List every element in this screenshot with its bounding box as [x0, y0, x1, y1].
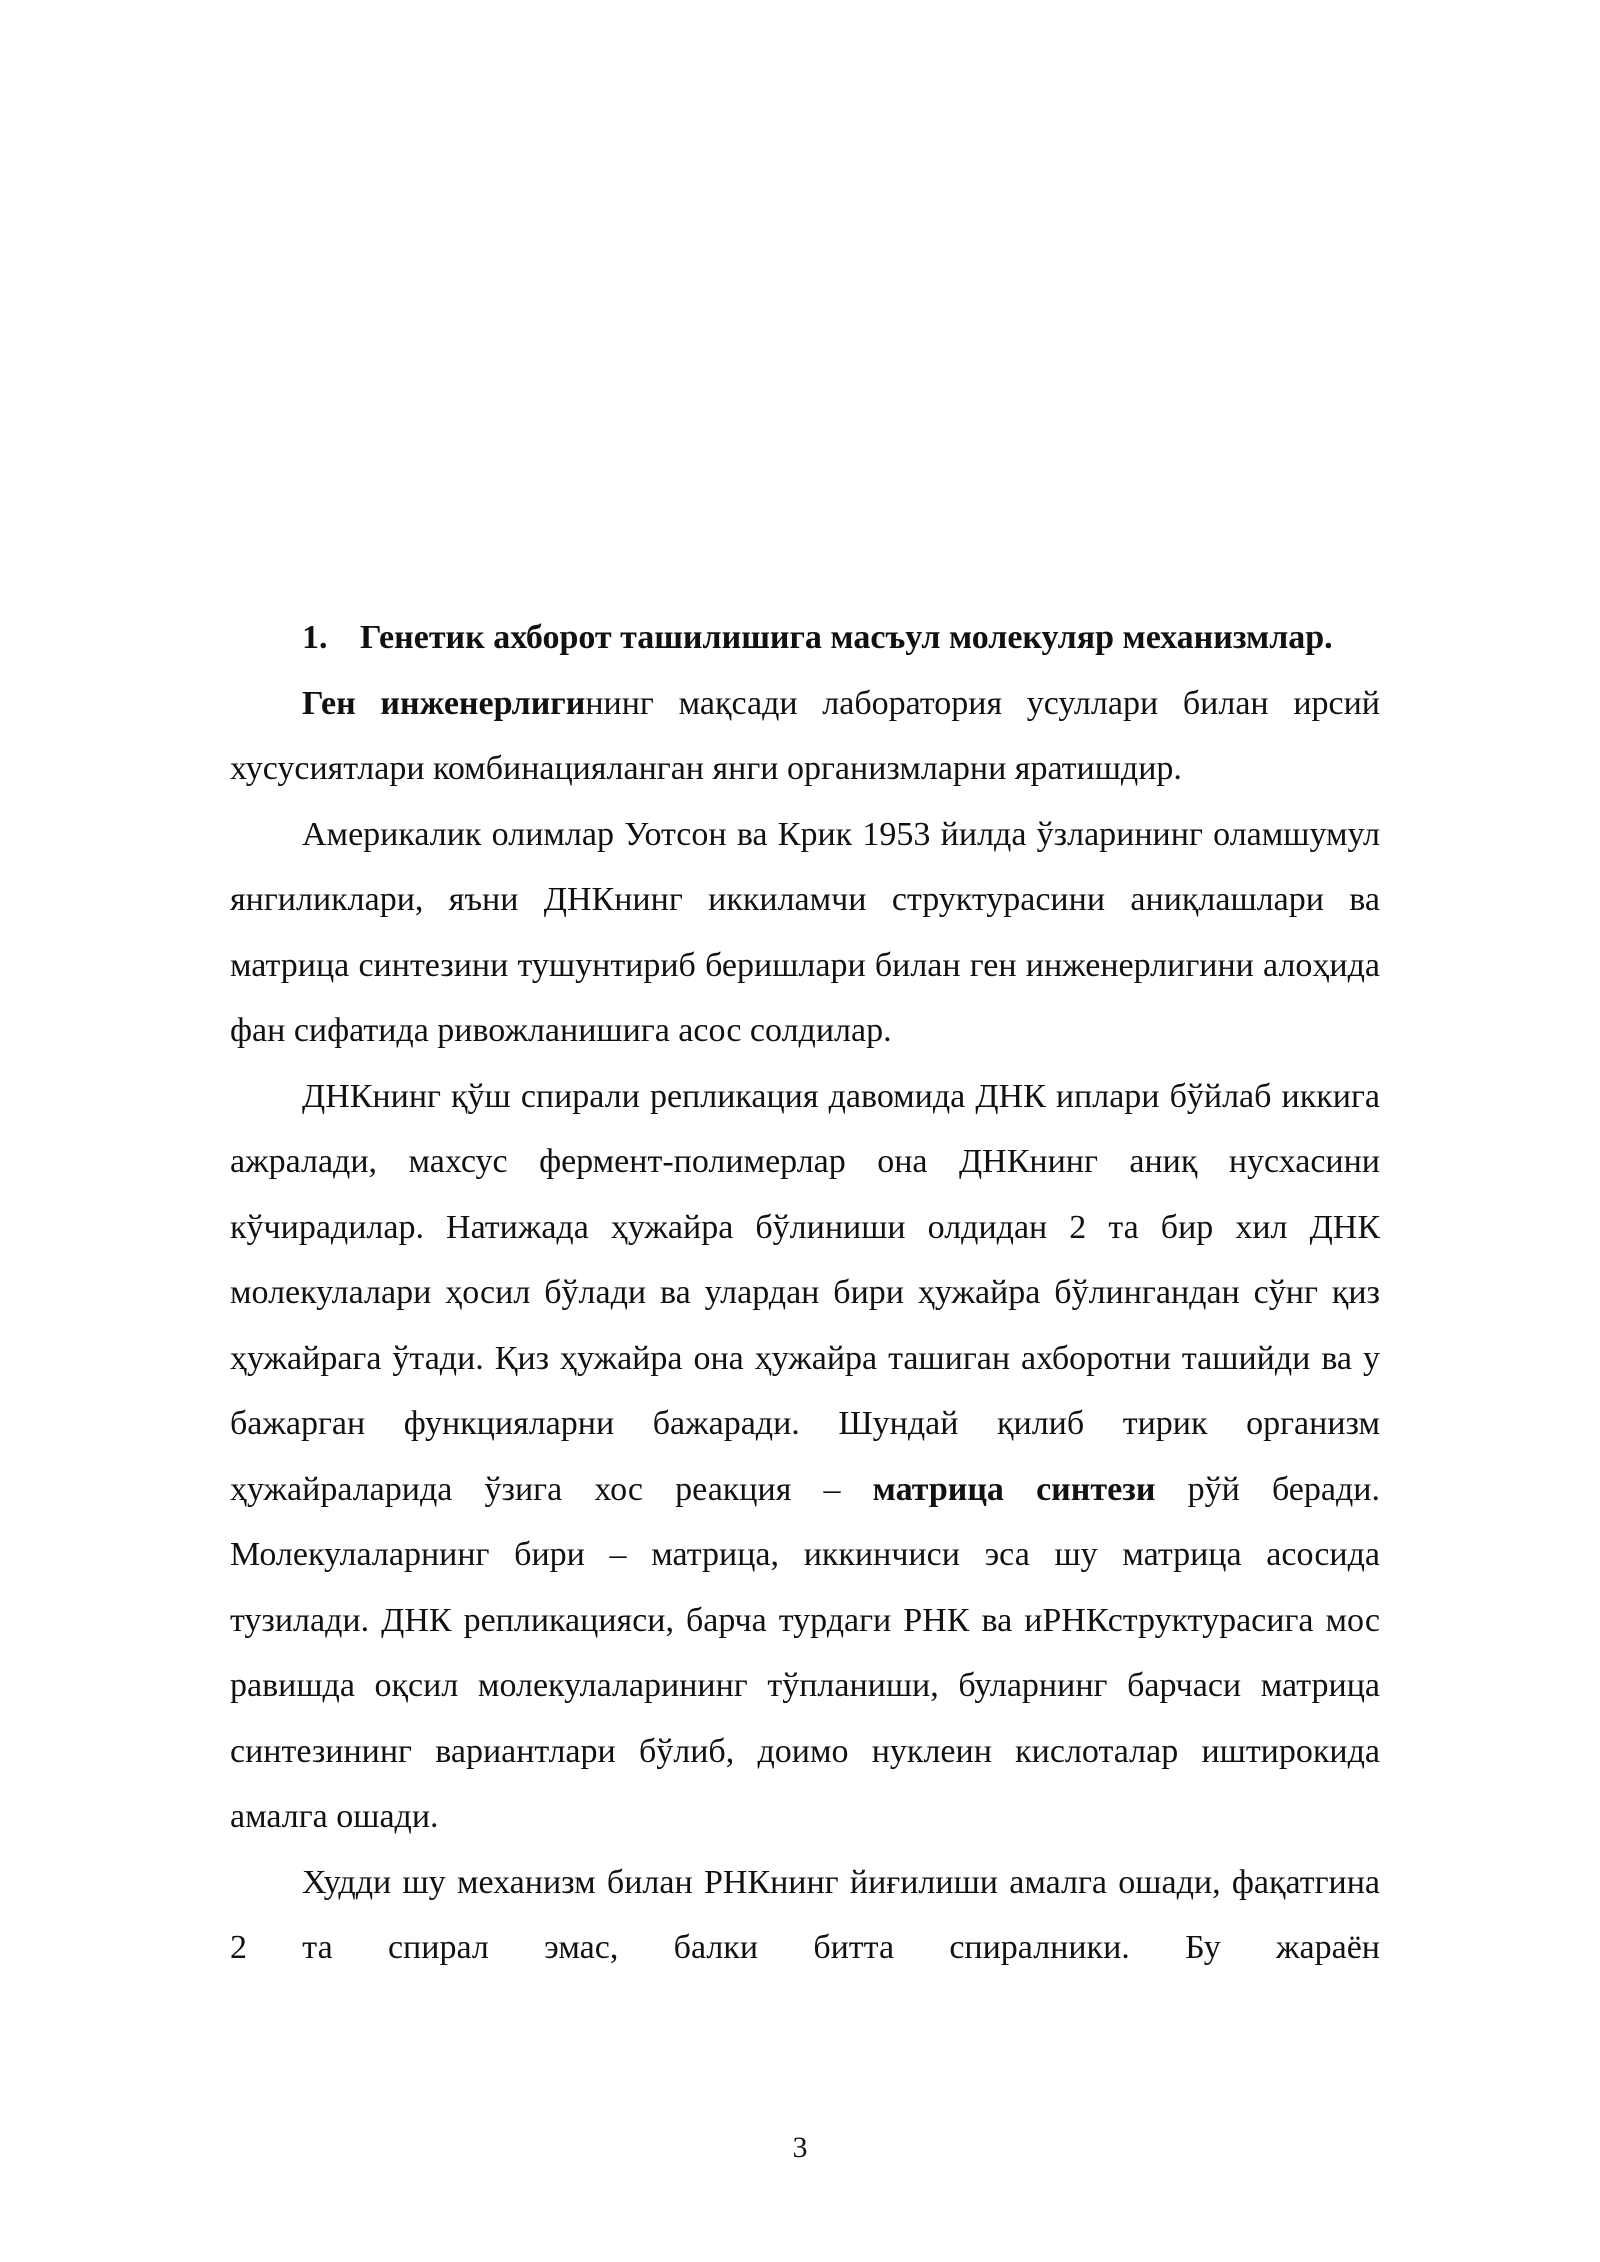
section-heading [230, 605, 1380, 671]
page-content [230, 605, 1380, 1981]
section-number: 1. [302, 619, 328, 656]
paragraph-2 [230, 802, 1380, 1064]
paragraph-3-text-before: ДНКнинг қўш спирали репликация давомида ДНК иплари бўйлаб иккига ажралади, махсус фермент-полимерлар она ДНКнинг аниқ нусхасини кўчирадилар. Натижада ҳужайра бўлиниши олдидан 2 та бир хил ДНК молекулалари ҳосил бўлади ва улардан бири ҳужайра бўлингандан сўнг қиз ҳужайрага ўтади. Қиз ҳужайра она ҳужайра ташиган ахборотни ташийди ва у бажарган функцияларни бажаради. Шундай қилиб тирик организм ҳужайраларида ўзига хос реакция – [230, 1077, 1380, 1508]
bold-term-matrix-synthesis: матрица синтези [872, 1470, 1156, 1508]
paragraph-3-text-after: рўй беради. Молекулаларнинг бири – матрица, иккинчиси эса шу матрица асосида тузилади. ДНК репликацияси, барча турдаги РНК ва иРНКструктурасига мос равишда оқсил молекулаларининг тўпланиши, буларнинг барчаси матрица синтезининг вариантлари бўлиб, доимо нуклеин кислоталар иштирокида амалга ошади. [230, 1470, 1380, 1835]
bold-term-gene-engineering: Ген инженерлиги [302, 684, 586, 722]
page-number: 3 [792, 2131, 808, 2164]
paragraph-1-text: нинг мақсади лаборатория усуллари билан ирсий хусусиятлари комбинацияланган янги организмларни яратишдир. [230, 684, 1380, 787]
paragraph-4-text: Худди шу механизм билан РНКнинг йиғилиши амалга ошади, фақатгина 2 та спирал эмас, балки битта спиралники. Бу жараён [230, 1863, 1380, 1966]
paragraph-3 [230, 1064, 1380, 1850]
paragraph-1 [230, 671, 1380, 802]
section-title: Генетик ахборот ташилишига масъул молекуляр механизмлар. [360, 619, 1333, 656]
paragraph-2-text: Америкалик олимлар Уотсон ва Крик 1953 йилда ўзларининг оламшумул янгиликлари, яъни ДНКнинг иккиламчи структурасини аниқлашлари ва матрица синтезини тушунтириб беришлари билан ген инженерлигини алоҳида фан сифатида ривожланишига асос солдилар. [230, 815, 1380, 1049]
paragraph-4 [230, 1850, 1380, 1981]
